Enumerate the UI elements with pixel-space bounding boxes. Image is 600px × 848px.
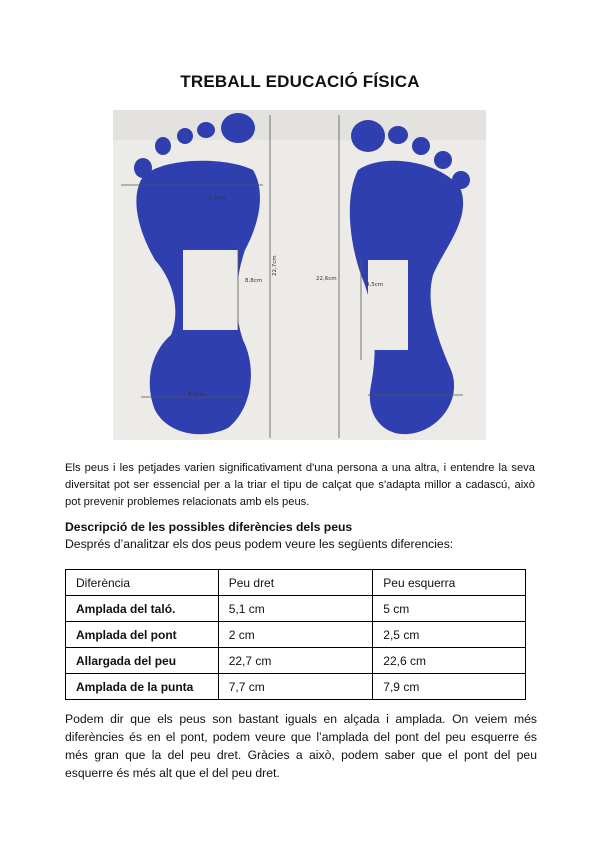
footprints-photo xyxy=(113,110,486,440)
annotation-bridge-right: 9,5cm xyxy=(366,282,384,288)
row-label: Amplada de la punta xyxy=(66,674,219,700)
header-difference: Diferència xyxy=(66,570,219,596)
table-row xyxy=(66,674,526,700)
table-row xyxy=(66,648,526,674)
intro-paragraph: Els peus i les petjades varien significativament d'una persona a una altra, i entendre la seva diversitat pot ser essencial per a la triar el tipu de calçat que s'adapta millor a cadascú, això pot prevenir problemes relacionats amb els peus. xyxy=(65,462,535,508)
cell-left-foot: 7,9 cm xyxy=(373,674,526,700)
cell-left-foot: 2,5 cm xyxy=(373,622,526,648)
cell-left-foot: 22,6 cm xyxy=(373,648,526,674)
cell-left-foot: 5 cm xyxy=(373,596,526,622)
page-title: TREBALL EDUCACIÓ FÍSICA xyxy=(180,72,420,91)
cell-right-foot: 2 cm xyxy=(218,622,373,648)
annotation-bridge-left: 8,8cm xyxy=(245,278,263,284)
row-label: Amplada del taló. xyxy=(66,596,219,622)
header-right-foot: Peu dret xyxy=(218,570,373,596)
cell-right-foot: 22,7 cm xyxy=(218,648,373,674)
row-label: Amplada del pont xyxy=(66,622,219,648)
cell-right-foot: 5,1 cm xyxy=(218,596,373,622)
conclusion-paragraph: Podem dir que els peus son bastant iguals en alçada i amplada. On veiem més diferències és en el pont, podem veure que l’amplada del pont del peu esquerre és més gran que la del peu dret. Gràcies a això, podem saber que el pont del peu esquerre és més alt que el del peu dret. xyxy=(65,712,537,780)
annotation-length-left: 22,7cm xyxy=(272,255,278,276)
annotation-heel-width-left: 5,1cm xyxy=(188,392,206,398)
annotation-toe-width-left: 7,7cm xyxy=(208,196,226,202)
section-text: Després d’analitzar els dos peus podem veure les següents diferencies: xyxy=(65,537,454,551)
table-header-row xyxy=(66,570,526,596)
row-label: Allargada del peu xyxy=(66,648,219,674)
header-left-foot: Peu esquerra xyxy=(373,570,526,596)
cell-right-foot: 7,7 cm xyxy=(218,674,373,700)
table-row xyxy=(66,622,526,648)
annotation-length-right: 22,6cm xyxy=(316,276,337,282)
differences-table xyxy=(65,569,526,700)
section-heading: Descripció de les possibles diferències dels peus xyxy=(65,520,353,534)
table-row xyxy=(66,596,526,622)
